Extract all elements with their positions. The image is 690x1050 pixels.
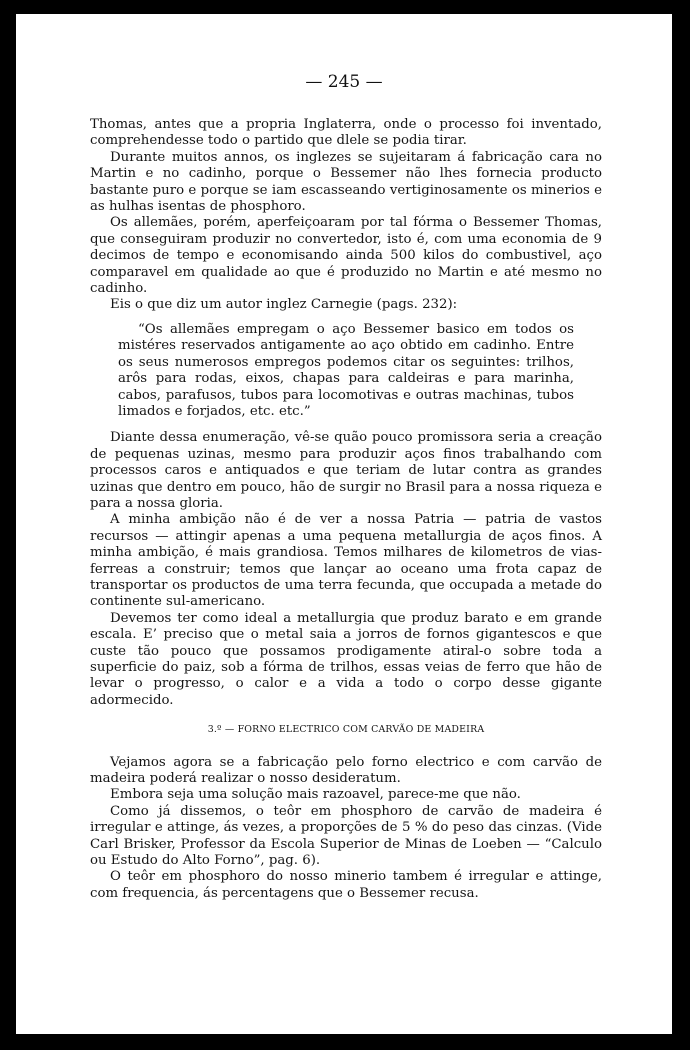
paragraph: A minha ambição não é de ver a nossa Patria — patria de vastos recursos — attingir apenas a uma pequena metallurgia de aços finos. A minha ambição, é mais grandiosa. Temos milhares de kilometros de vias-ferreas a construir; temos que lançar ao oceano uma frota capaz de transportar os productos de uma terra fecunda, que occupada a metade do continente sul-americano. <box>90 512 602 610</box>
section-title: 3.º — FORNO ELECTRICO COM CARVÃO DE MADEIRA <box>207 724 485 736</box>
paragraph: Diante dessa enumeração, vê-se quão pouco promissora seria a creação de pequenas uzinas, mesmo para produzir aços finos trabalhando com processos caros e antiquados e que teriam de lutar contra as grandes uzinas que dentro em pouco, hão de surgir no Brasil para a nossa riqueza e para a nossa gloria. <box>90 430 602 511</box>
block-quote: “Os allemães empregam o aço Bessemer basico em todos os mistéres reservados antigamente ao aço obtido em cadinho. Entre os seus numerosos empregos podemos citar os seguintes: trilhos, arôs para rodas, eixos, chapas para caldeiras e para marinha, cabos, parafusos, tubos para locomotivas e outras machinas, tubos limados e forjados, etc. etc.” <box>118 321 574 419</box>
paragraph: O teôr em phosphoro do nosso minerio tambem é irregular e attinge, com frequencia, ás percentagens que o Bessemer recusa. <box>90 869 602 901</box>
scanned-page <box>16 14 672 1034</box>
paragraph: Durante muitos annos, os inglezes se sujeitaram á fabricação cara no Martin e no cadinho, porque o Bessemer não lhes fornecia producto bastante puro e porque se iam escasseando vertiginosamente os minerios e as hulhas isentas de phosphoro. <box>90 149 602 215</box>
paragraph: Embora seja uma solução mais razoavel, parece-me que não. <box>110 787 521 803</box>
body-text <box>90 117 602 902</box>
paragraph: Thomas, antes que a propria Inglaterra, onde o processo foi inventado, comprehendesse todo o partido que dlele se podia tirar. <box>90 117 602 149</box>
paragraph: Devemos ter como ideal a metallurgia que produz barato e em grande escala. E’ preciso que o metal saia a jorros de fornos gigantescos e que custe tão pouco que possamos prodigamente atiral-o sobre toda a superficie do paiz, sob a fórma de trilhos, essas veias de ferro que hão de levar o progresso, o calor e a vida a todo o corpo desse gigante adormecido. <box>90 610 602 708</box>
paragraph: Como já dissemos, o teôr em phosphoro de carvão de madeira é irregular e attinge, ás vezes, a proporções de 5 % do peso das cinzas. (Vide Carl Brisker, Professor da Escola Superior de Minas de Loeben — “Calculo ou Estudo do Alto Forno”, pag. 6). <box>90 803 602 869</box>
page-number: — 245 — <box>305 72 383 92</box>
paragraph: Eis o que diz um autor inglez Carnegie (pags. 232): <box>110 297 458 313</box>
paragraph: Vejamos agora se a fabricação pelo forno electrico e com carvão de madeira poderá realizar o nosso desideratum. <box>90 754 602 787</box>
paragraph: Os allemães, porém, aperfeiçoaram por tal fórma o Bessemer Thomas, que conseguiram produzir no convertedor, isto é, com uma economia de 9 decimos de tempo e economisando ainda 500 kilos do combustivel, aço comparavel em qualidade ao que é produzido no Martin e até mesmo no cadinho. <box>90 215 602 297</box>
